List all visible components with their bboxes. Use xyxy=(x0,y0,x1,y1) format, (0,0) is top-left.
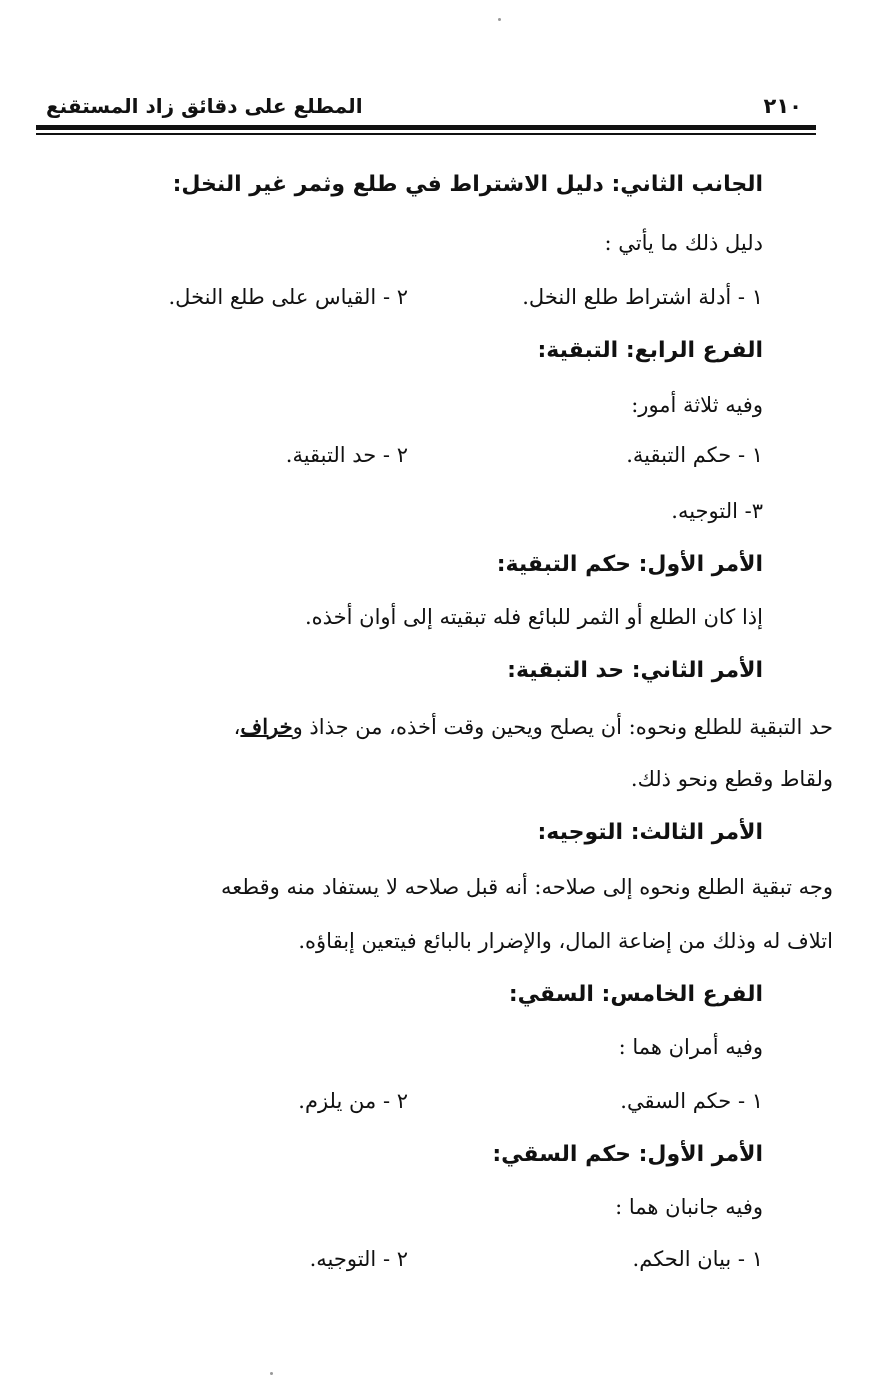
heading-second-aspect: الجانب الثاني: دليل الاشتراط في طلع وثمر غير النخل: xyxy=(172,172,763,197)
page-header xyxy=(36,92,816,124)
list-item-2: ٢ - حد التبقية. xyxy=(285,443,408,467)
text-definition-line1 xyxy=(33,712,833,742)
text-reason-line2: اتلاف له وذلك من إضاعة المال، والإضرار بالبائع فيتعين إبقاؤه. xyxy=(298,929,833,953)
heading-second-matter: الأمر الثاني: حد التبقية: xyxy=(507,658,763,683)
book-title: المطلع على دقائق زاد المستقنع xyxy=(46,94,363,118)
list-matters-a xyxy=(63,440,763,470)
heading-branch-four: الفرع الرابع: التبقية: xyxy=(537,338,763,363)
text-evidence-intro: دليل ذلك ما يأتي : xyxy=(604,231,763,255)
list-item-1: ١ - بيان الحكم. xyxy=(632,1247,763,1271)
header-rule-thin xyxy=(36,133,816,135)
list-matters-b xyxy=(63,1086,763,1116)
list-item-3: ٣- التوجيه. xyxy=(671,499,763,523)
text-two-aspects: وفيه جانبان هما : xyxy=(615,1195,763,1219)
list-item-1: ١ - حكم السقي. xyxy=(620,1089,763,1113)
list-item-1: ١ - حكم التبقية. xyxy=(626,443,763,467)
text-definition-line2: ولقاط وقطع ونحو ذلك. xyxy=(630,767,833,791)
list-item-2: ٢ - التوجيه. xyxy=(309,1247,408,1271)
heading-first-matter-irrigation: الأمر الأول: حكم السقي: xyxy=(492,1142,763,1167)
text-ruling: إذا كان الطلع أو الثمر للبائع فله تبقيته إلى أوان أخذه. xyxy=(304,605,763,629)
scan-speck xyxy=(270,1372,273,1375)
text-three-matters: وفيه ثلاثة أمور: xyxy=(631,393,763,417)
heading-third-matter: الأمر الثالث: التوجيه: xyxy=(537,820,763,845)
heading-branch-five: الفرع الخامس: السقي: xyxy=(508,982,763,1007)
text-reason-line1: وجه تبقية الطلع ونحوه إلى صلاحه: أنه قبل صلاحه لا يستفاد منه وقطعه xyxy=(220,875,833,899)
underlined-word: خراف xyxy=(240,714,293,739)
page-number: ٢١٠ xyxy=(763,94,802,118)
text-two-matters: وفيه أمران هما : xyxy=(618,1035,763,1059)
text-segment: حد التبقية للطلع ونحوه: أن يصلح ويحين وقت أخذه، من جذاذ و xyxy=(292,715,833,739)
text-segment: ، xyxy=(233,715,241,739)
list-item-2: ٢ - القياس على طلع النخل. xyxy=(168,285,408,309)
list-item-2: ٢ - من يلزم. xyxy=(298,1089,408,1113)
scan-speck xyxy=(498,18,501,21)
heading-first-matter: الأمر الأول: حكم التبقية: xyxy=(496,552,763,577)
list-evidence xyxy=(63,282,763,312)
header-rule-thick xyxy=(36,125,816,130)
list-item-1: ١ - أدلة اشتراط طلع النخل. xyxy=(522,285,763,309)
list-aspects xyxy=(63,1244,763,1274)
